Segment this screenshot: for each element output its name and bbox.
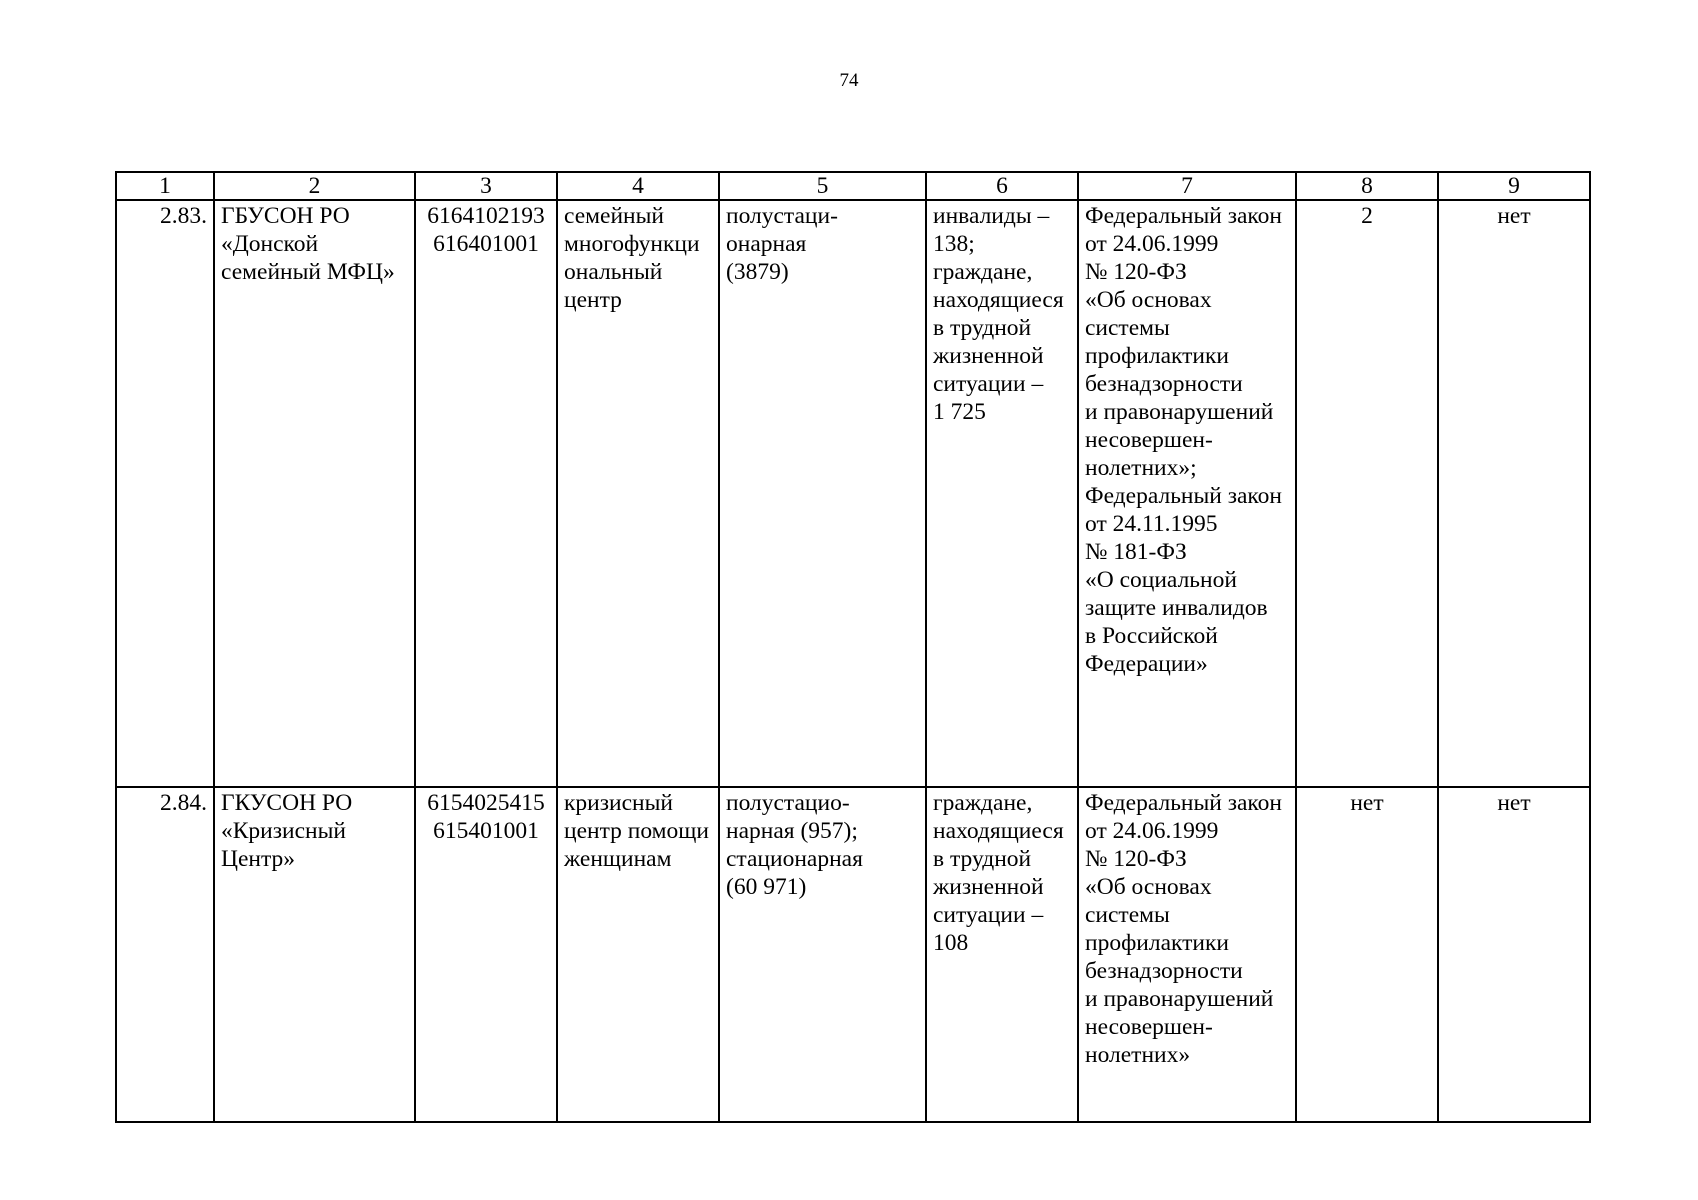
inn-kpp-cell <box>415 787 557 1122</box>
cell-line: ональный <box>564 259 663 285</box>
cell-line: 616401001 <box>433 231 539 257</box>
cell-line: «Об основах <box>1085 287 1212 313</box>
cell-line: полустацио- <box>726 790 850 816</box>
cell-line: безнадзорности <box>1085 958 1243 984</box>
cell-line: онарная <box>726 231 807 257</box>
cell-line: граждане, <box>933 259 1033 285</box>
cell-line: 108 <box>933 930 969 956</box>
cell-line: (60 971) <box>726 874 807 900</box>
cell-line: нарная (957); <box>726 818 858 844</box>
column-header: 5 <box>719 172 926 200</box>
cell-line: в трудной <box>933 315 1032 341</box>
cell-line: находящиеся <box>933 818 1064 844</box>
cell-line: семейный <box>564 203 664 229</box>
table-row <box>116 200 1590 787</box>
cell-line: в трудной <box>933 846 1032 872</box>
cell-line: от 24.06.1999 <box>1085 818 1219 844</box>
recipients-cell <box>926 787 1078 1122</box>
cell-line: № 181-ФЗ <box>1085 539 1187 565</box>
column-header: 2 <box>214 172 415 200</box>
cell-line: «Кризисный <box>221 818 346 844</box>
cell-line: Федеральный закон <box>1085 790 1282 816</box>
organization-type-cell <box>557 787 719 1122</box>
cell-line: нолетних»; <box>1085 455 1197 481</box>
cell-line: (3879) <box>726 259 789 285</box>
cell-line: граждане, <box>933 790 1033 816</box>
organization-name-cell <box>214 787 415 1122</box>
row-number-cell: 2.83. <box>116 200 214 787</box>
page-number: 74 <box>839 70 859 91</box>
cell-line: инвалиды – <box>933 203 1050 229</box>
inn-kpp-cell <box>415 200 557 787</box>
cell-line: защите инвалидов <box>1085 595 1268 621</box>
cell-line: ситуации – <box>933 371 1044 397</box>
cell-line: в Российской <box>1085 623 1218 649</box>
recipients-cell <box>926 200 1078 787</box>
cell-line: безнадзорности <box>1085 371 1243 397</box>
column-9-cell: нет <box>1438 787 1590 1122</box>
cell-line: Центр» <box>221 846 296 872</box>
cell-line: от 24.11.1995 <box>1085 511 1218 537</box>
cell-line: ГБУСОН РО <box>221 203 350 229</box>
cell-line: женщинам <box>564 846 672 872</box>
cell-line: центр <box>564 287 622 313</box>
cell-line: кризисный <box>564 790 673 816</box>
cell-line: стационарная <box>726 846 863 872</box>
cell-line: жизненной <box>933 874 1044 900</box>
column-header: 1 <box>116 172 214 200</box>
cell-line: № 120-ФЗ <box>1085 259 1187 285</box>
cell-line: «Об основах <box>1085 874 1212 900</box>
cell-line: Федеральный закон <box>1085 483 1282 509</box>
cell-line: профилактики <box>1085 343 1229 369</box>
column-8-cell: нет <box>1296 787 1438 1122</box>
legal-basis-cell <box>1078 200 1296 787</box>
cell-line: и правонарушений <box>1085 399 1274 425</box>
table-body <box>116 200 1590 1122</box>
cell-line: семейный МФЦ» <box>221 259 395 285</box>
organization-name-cell <box>214 200 415 787</box>
organization-type-cell <box>557 200 719 787</box>
cell-line: и правонарушений <box>1085 986 1274 1012</box>
cell-line: находящиеся <box>933 287 1064 313</box>
cell-line: № 120-ФЗ <box>1085 846 1187 872</box>
column-header: 8 <box>1296 172 1438 200</box>
column-header: 4 <box>557 172 719 200</box>
cell-line: полустаци- <box>726 203 838 229</box>
cell-line: многофункци <box>564 231 700 257</box>
service-form-cell <box>719 787 926 1122</box>
cell-line: несовершен- <box>1085 1014 1213 1040</box>
cell-line: профилактики <box>1085 930 1229 956</box>
column-header: 3 <box>415 172 557 200</box>
cell-line: жизненной <box>933 343 1044 369</box>
cell-line: 6154025415 <box>427 790 545 816</box>
legal-basis-cell <box>1078 787 1296 1122</box>
cell-line: нолетних» <box>1085 1042 1191 1068</box>
column-header: 6 <box>926 172 1078 200</box>
service-form-cell <box>719 200 926 787</box>
cell-line: ГКУСОН РО <box>221 790 353 816</box>
column-8-cell: 2 <box>1296 200 1438 787</box>
cell-line: Федеральный закон <box>1085 203 1282 229</box>
row-number-cell: 2.84. <box>116 787 214 1122</box>
cell-line: 615401001 <box>433 818 539 844</box>
cell-line: 1 725 <box>933 399 986 425</box>
column-9-cell: нет <box>1438 200 1590 787</box>
cell-line: несовершен- <box>1085 427 1213 453</box>
cell-line: ситуации – <box>933 902 1044 928</box>
header-row <box>116 172 1590 200</box>
register-table <box>115 171 1591 1123</box>
cell-line: от 24.06.1999 <box>1085 231 1219 257</box>
cell-line: 6164102193 <box>427 203 545 229</box>
column-header: 7 <box>1078 172 1296 200</box>
cell-line: «Донской <box>221 231 319 257</box>
cell-line: 138; <box>933 231 975 257</box>
cell-line: системы <box>1085 902 1170 928</box>
cell-line: системы <box>1085 315 1170 341</box>
table-row <box>116 787 1590 1122</box>
column-header: 9 <box>1438 172 1590 200</box>
cell-line: центр помощи <box>564 818 709 844</box>
cell-line: «О социальной <box>1085 567 1237 593</box>
cell-line: Федерации» <box>1085 651 1208 677</box>
